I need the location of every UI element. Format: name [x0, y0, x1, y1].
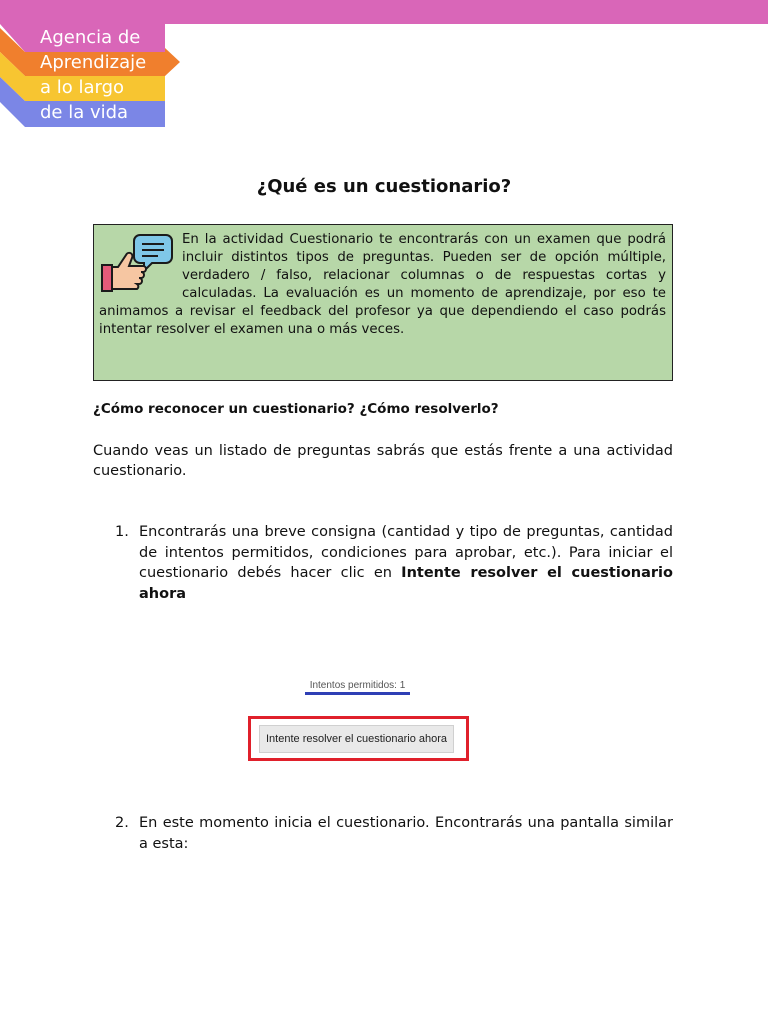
- logo-line-1: Agencia de: [40, 27, 141, 48]
- list-item-step-2: [93, 813, 673, 854]
- page-title: ¿Qué es un cuestionario?: [256, 176, 512, 197]
- attempts-underline: [305, 692, 410, 695]
- step-2-text: En este momento inicia el cuestionario. Encontrarás una pantalla similar a esta:: [139, 815, 673, 852]
- list-number: 2.: [115, 815, 129, 831]
- agency-logo: [0, 24, 200, 134]
- list-number: 1.: [115, 524, 129, 540]
- section-subheading: ¿Cómo reconocer un cuestionario? ¿Cómo resolverlo?: [93, 401, 499, 417]
- logo-line-3: a lo largo: [40, 77, 125, 98]
- list-item-step-1: [93, 522, 673, 604]
- step-1-text: Encontrarás una breve consigna (cantidad y tipo de preguntas, cantidad de intentos permitidos, condiciones para aprobar, etc.). Para iniciar el cuestionario debés hacer clic en: [139, 524, 673, 581]
- step-1-bold-text: Intente resolver el cuestionario ahora: [139, 565, 673, 602]
- top-color-bar: [0, 0, 768, 24]
- info-box: [93, 224, 673, 381]
- logo-line-2: Aprendizaje: [40, 52, 147, 73]
- intro-paragraph: Cuando veas un listado de preguntas sabrás que estás frente a una actividad cuestionario.: [93, 443, 673, 479]
- info-box-text-container: [99, 231, 666, 339]
- logo-line-4: de la vida: [40, 102, 129, 123]
- info-box-text: En la actividad Cuestionario te encontrarás con un examen que podrá incluir distintos tipos de preguntas. Pueden ser de opción múltiple, verdadero / falso, relacionar columnas o de respuestas cortas y calculadas. La evaluación es un momento de aprendizaje, por eso te animamos a revisar el feedback del profesor ya que dependiendo el caso podrás intentar resolver el examen una o más veces.: [99, 232, 666, 337]
- attempts-allowed-label: Intentos permitidos: 1: [309, 680, 406, 691]
- start-quiz-button[interactable]: Intente resolver el cuestionario ahora: [259, 725, 454, 753]
